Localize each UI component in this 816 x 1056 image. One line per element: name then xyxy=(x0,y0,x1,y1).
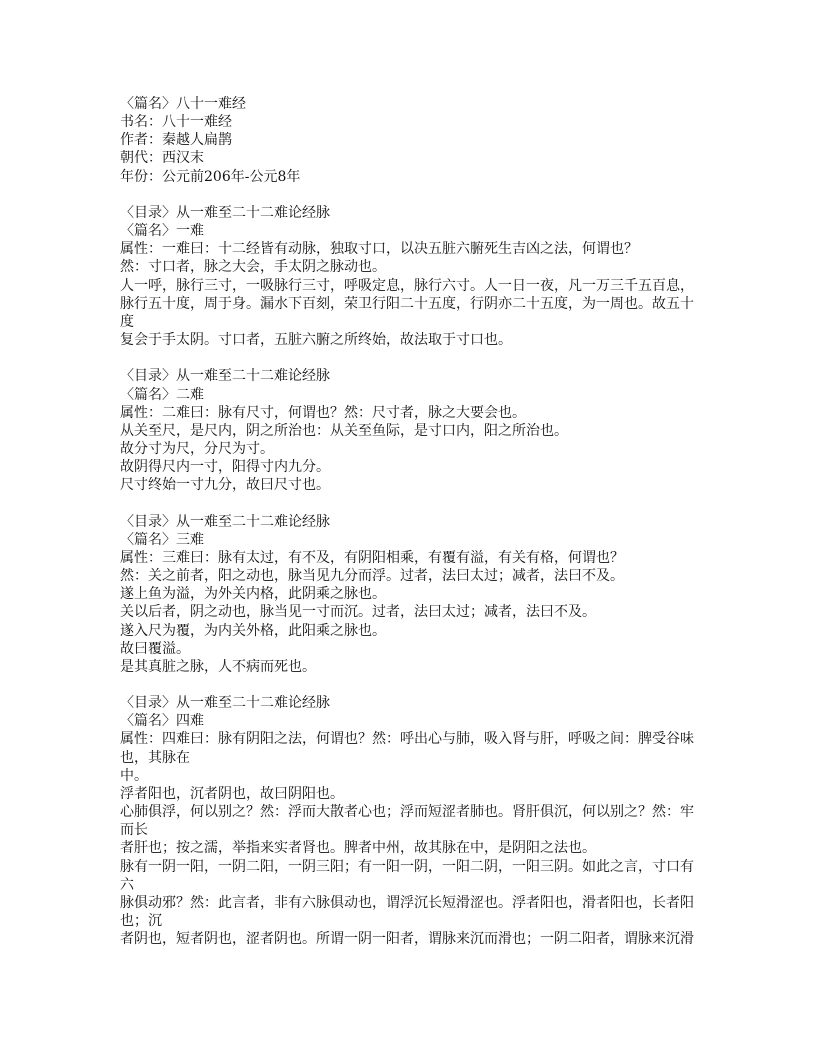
text-line: 然：寸口者，脉之大会，手太阴之脉动也。 xyxy=(120,259,386,276)
text-line: 〈篇名〉二难 xyxy=(120,386,204,403)
text-line: 〈目录〉从一难至二十二难论经脉 xyxy=(120,695,330,712)
text-line: 属性：一难曰：十二经皆有动脉，独取寸口，以决五脏六腑死生吉凶之法，何谓也？ xyxy=(120,241,638,258)
text-line: 作者：秦越人扁鹊 xyxy=(120,132,232,149)
text-line: 而长 xyxy=(120,822,148,839)
text-line: 关以后者，阴之动也，脉当见一寸而沉。过者，法曰太过；减者，法曰不及。 xyxy=(120,604,596,621)
text-line: 遂入尺为覆，为内关外格，此阳乘之脉也。 xyxy=(120,622,386,639)
text-line: 尺寸终始一寸九分，故曰尺寸也。 xyxy=(120,477,330,494)
blank-line xyxy=(120,349,740,367)
text-line: 然：关之前者，阳之动也，脉当见九分而浮。过者，法曰太过；减者，法曰不及。 xyxy=(120,568,624,585)
text-line: 脉有一阴一阳，一阴二阳，一阴三阳；有一阳一阴，一阳二阴，一阳三阴。如此之言，寸口有 xyxy=(120,858,694,875)
text-line: 〈目录〉从一难至二十二难论经脉 xyxy=(120,513,330,530)
text-line: 属性：四难曰：脉有阴阳之法，何谓也？然：呼出心与肺，吸入肾与肝，呼吸之间：脾受谷味 xyxy=(120,731,694,748)
blank-line xyxy=(120,676,740,694)
text-line: 者阴也，短者阴也，涩者阴也。所谓一阴一阳者，谓脉来沉而滑也；一阴二阳者，谓脉来沉滑 xyxy=(120,931,694,948)
text-line: 〈篇名〉三难 xyxy=(120,531,204,548)
text-line: 中。 xyxy=(120,767,148,784)
text-line: 者肝也；按之濡，举指来实者肾也。脾者中州，故其脉在中，是阴阳之法也。 xyxy=(120,840,596,857)
document-body xyxy=(120,95,740,948)
text-line: 也，其脉在 xyxy=(120,749,190,766)
text-line: 故阴得尺内一寸，阳得寸内九分。 xyxy=(120,459,330,476)
text-line: 六 xyxy=(120,876,134,893)
text-line: 朝代：西汉末 xyxy=(120,150,204,167)
text-line: 是其真脏之脉，人不病而死也。 xyxy=(120,658,316,675)
text-line: 故分寸为尺，分尺为寸。 xyxy=(120,440,274,457)
text-line: 〈目录〉从一难至二十二难论经脉 xyxy=(120,368,330,385)
blank-line xyxy=(120,494,740,512)
text-line: 〈篇名〉四难 xyxy=(120,713,204,730)
text-line: 心肺俱浮，何以别之？然：浮而大散者心也；浮而短涩者肺也。肾肝俱沉，何以别之？然：牢 xyxy=(120,804,694,821)
text-line: 〈目录〉从一难至二十二难论经脉 xyxy=(120,204,330,221)
text-line: 脉俱动邪？然：此言者，非有六脉俱动也，谓浮沉长短滑涩也。浮者阳也，滑者阳也，长者阳 xyxy=(120,894,694,911)
text-line: 也；沉 xyxy=(120,913,162,930)
text-line: 书名：八十一难经 xyxy=(120,114,232,131)
text-line: 浮者阳也，沉者阴也，故曰阴阳也。 xyxy=(120,785,344,802)
text-line: 〈篇名〉八十一难经 xyxy=(120,96,246,112)
text-line: 遂上鱼为溢，为外关内格，此阴乘之脉也。 xyxy=(120,586,386,603)
text-line: 人一呼，脉行三寸，一吸脉行三寸，呼吸定息，脉行六寸。人一日一夜，凡一万三千五百息， xyxy=(120,277,694,294)
text-line: 故曰覆溢。 xyxy=(120,640,190,657)
text-line: 属性：三难曰：脉有太过，有不及，有阴阳相乘，有覆有溢，有关有格，何谓也？ xyxy=(120,549,624,566)
text-line: 〈篇名〉一难 xyxy=(120,223,204,240)
text-line: 复会于手太阴。寸口者，五脏六腑之所终始，故法取于寸口也。 xyxy=(120,332,512,349)
text-line: 属性：二难曰：脉有尺寸，何谓也？然：尺寸者，脉之大要会也。 xyxy=(120,404,526,421)
text-line: 度 xyxy=(120,313,134,330)
text-line: 从关至尺，是尺内，阴之所治也：从关至鱼际，是寸口内，阳之所治也。 xyxy=(120,422,568,439)
blank-line xyxy=(120,186,740,204)
text-line: 年份：公元前206年-公元8年 xyxy=(120,168,301,185)
text-line: 脉行五十度，周于身。漏水下百刻，荣卫行阳二十五度，行阴亦二十五度，为一周也。故五十 xyxy=(120,295,694,312)
